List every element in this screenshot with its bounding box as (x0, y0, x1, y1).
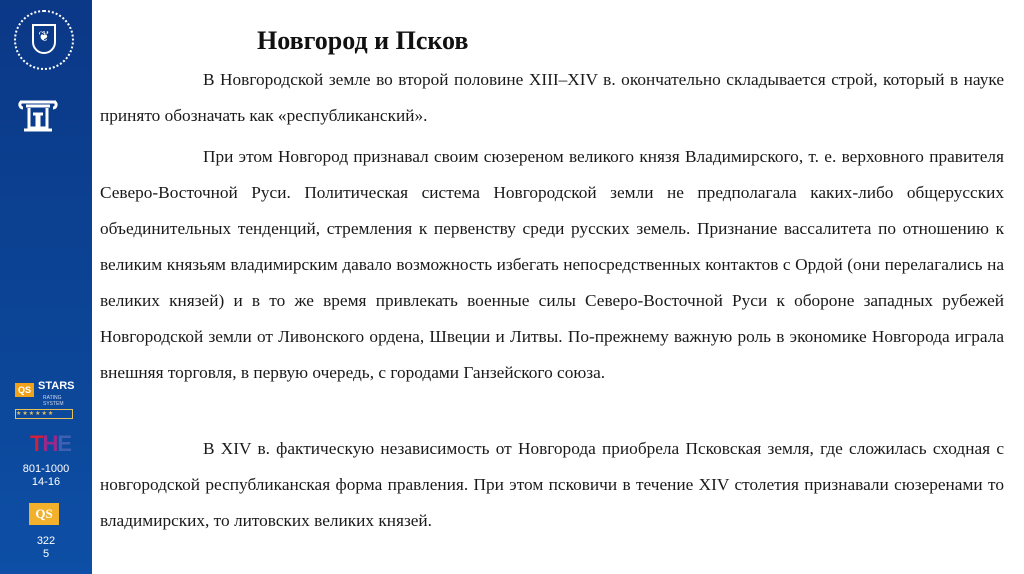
sidebar (0, 0, 92, 574)
the-logo (30, 431, 71, 457)
university-crest-logo: ❦ (14, 10, 74, 70)
paragraph-2: При этом Новгород признавал своим сюзереном великого князя Владимирского, т. е. верховного правителя Северо-Восточной Руси. Политическая система Новгородской земли не предполагала каких-либо общерусских объединительных тенденций, стремления к первенству среди русских земель. Признание вассалитета по отношению к великим князьям владимирским давало возможность избегать непосредственных контактов с Ордой (они перелагались на великих князей) и в то же время привлекать военные силы Северо-Восточной Руси к обороне западных рубежей Новгородской земли от Ливонского ордена, Швеции и Литвы. По-прежнему важную роль в экономике Новгорода играла внешняя торговля, в первую очередь, с городами Ганзейского союза. (100, 147, 1004, 382)
qs-stars-badge: QS $^{STARS}$ RATING SYSTEM ★★★★★★ (16, 380, 75, 417)
qs-rank: 322 5 (36, 535, 56, 560)
slide-title: Новгород и Псков (257, 26, 469, 55)
paragraph-3: В XIV в. фактическую независимость от Новгорода приобрела Псковская земля, где сложилась сходная с новгородской республиканская форма правления. При этом псковичи в течение XIV столетия признавали сюзеренами то владимирских, то литовских великих князей. (100, 439, 1004, 530)
the-logo-text: THE (30, 431, 71, 456)
column-logo-icon (18, 96, 58, 132)
the-rank: 801-1000 14-16 (22, 463, 70, 488)
paragraph-1: В Новгородской земле во второй половине XIII–XIV в. окончательно складывается строй, который в науке принято обозначать как «республиканский». (100, 70, 1004, 125)
stars-rating-bar: ★★★★★★ (15, 409, 73, 419)
qs-logo: QS (29, 503, 59, 525)
